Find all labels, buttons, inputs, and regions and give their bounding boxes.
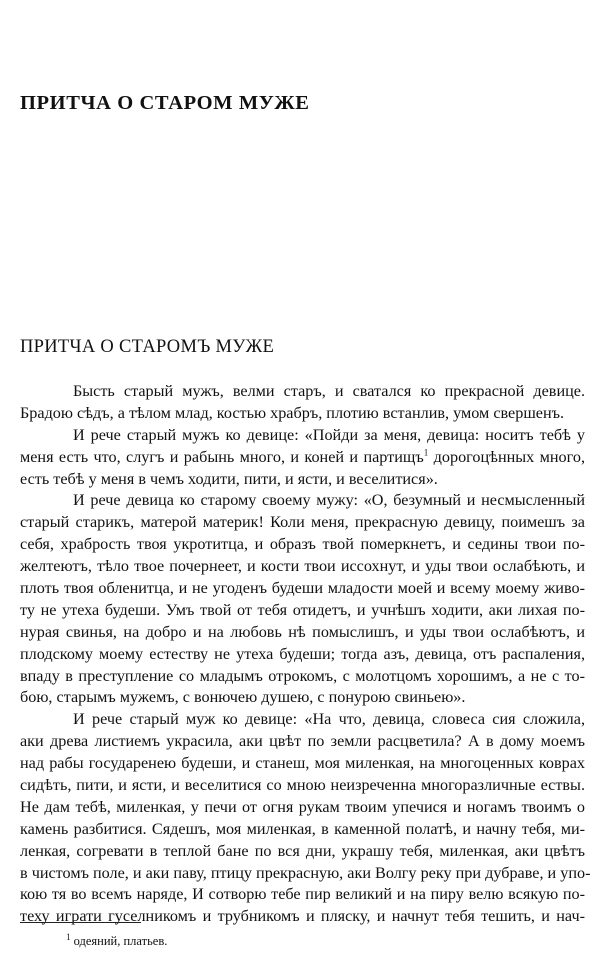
text-line-content: впаду в преступление со младымъ отрокомъ, с молотцомъ хорошимъ, а не с то- [20, 666, 585, 685]
text-line [20, 666, 585, 688]
text-line [20, 687, 585, 709]
text-line-content: ту не утеха будеши. Умъ твой от тебя отидетъ, и учнѣшъ ходити, аки лихая по- [20, 600, 585, 619]
text-line-content: Брадою сѣдъ, а тѣлом млад, костью храбръ, плотию встанлив, умом свершенъ. [20, 403, 565, 422]
text-line [20, 578, 585, 600]
text-line [20, 906, 585, 928]
text-line-content: над рабы государенею будеши, и станеш, моя миленкая, на многоценных коврах [20, 754, 585, 773]
text-line [20, 841, 585, 863]
text-line-content: И рече старый мужъ ко девице: «Пойди за меня, девица: носитъ тебѣ у [73, 425, 585, 444]
text-line-content: аки древа листиемъ украсила, аки цвѣт по земли расцветила? А в дому моемъ [20, 732, 585, 751]
text-line [20, 797, 585, 819]
body-text [20, 381, 591, 928]
text-line-content: нурая свинья, на добро и на любовь нѣ помыслишъ, и уды твои ослабѣютъ, и [20, 622, 585, 641]
text-line-content: ленкая, согревати в теплой бане по вся дни, украшу тебя, миленкая, аки цвѣтъ [20, 841, 585, 860]
footnote [66, 931, 168, 949]
section-title: ПРИТЧА О СТАРОМЪ МУЖЕ [20, 337, 275, 357]
text-line-content: меня есть что, слугъ и рабынь много, и коней и партищъ [20, 447, 424, 466]
text-line-content: Не дам тебѣ, миленкая, у печи от огня рукам твоим упечися и ногамъ твоимъ о [20, 797, 585, 816]
footnote-divider [20, 922, 141, 923]
text-line [20, 534, 585, 556]
text-line [20, 775, 585, 797]
footnote-text: одеяний, платьев. [70, 934, 168, 948]
text-line [20, 731, 585, 753]
text-line-content: плоть твоя обленитца, и не угоденъ будеши младости моей и всему моему живо- [20, 579, 585, 598]
text-line-content: плодскому моему естеству не утеха будеши; тогда азъ, девица, отъ распаления, [20, 644, 585, 663]
text-line-content: И рече старый муж ко девице: «На что, девица, словеса сия сложила, [73, 710, 585, 729]
text-line [20, 863, 591, 885]
text-line-content: в чистомъ поле, и аки паву, птицу прекрасную, аки Волгу реку при дубраве, и упо- [20, 863, 591, 882]
text-line-content: кою тя во всемъ наряде, И сотворю тебе пир великий и на пиру велю всякую по- [20, 885, 585, 904]
text-line-content: старый старикъ, матерой материк! Коли меня, прекрасную девицу, поимешъ за [20, 513, 585, 532]
text-line [20, 884, 585, 906]
text-line [20, 512, 585, 534]
text-line-content: себя, храбрость твоя укротитца, и образъ твой померкнетъ, и седины твои по- [20, 535, 585, 554]
page-title: ПРИТЧА О СТАРОМ МУЖЕ [20, 92, 310, 114]
text-line-content: желтеютъ, тѣло твое почернеет, и кости твои иссохнут, и уды твои ослабѣють, и [20, 557, 585, 576]
text-line [20, 600, 585, 622]
text-line-content: дорогоцѣнных много, [428, 447, 585, 466]
footnote-marker: 1 [66, 931, 71, 942]
text-line [20, 425, 585, 447]
text-line [20, 709, 585, 731]
text-line-content: И рече девица ко старому своему мужу: «О, безумный и несмысленный [73, 491, 585, 510]
text-line-content: Бысть старый мужъ, велми старъ, и сватался ко прекрасной девице. [73, 382, 585, 400]
text-line [20, 381, 585, 403]
text-line [20, 490, 585, 512]
text-line [20, 447, 585, 469]
text-line [20, 403, 585, 425]
text-line [20, 644, 585, 666]
text-line [20, 556, 585, 578]
text-line [20, 469, 585, 491]
text-line-content: есть тебѣ у меня в чемъ ходити, пити, и ясти, и веселитися». [20, 469, 438, 488]
footnote-ref: 1 [423, 447, 429, 458]
text-line-content: сидѣть, пити, и ясти, и веселитися со мною неизреченна многоразличные ествы. [20, 776, 585, 795]
text-line [20, 753, 585, 775]
text-line-content: теху играти гуселникомъ и трубникомъ и пляску, и начнут тебя тешить, и нач- [20, 907, 585, 926]
text-line-content: бою, старымъ мужемъ, с вонючею душею, с понурою свиньею». [20, 688, 466, 707]
text-line [20, 819, 585, 841]
text-line [20, 622, 585, 644]
text-line-content: камень разбитися. Сядешъ, моя миленкая, в каменной полатѣ, и начну тебя, ми- [20, 819, 585, 838]
